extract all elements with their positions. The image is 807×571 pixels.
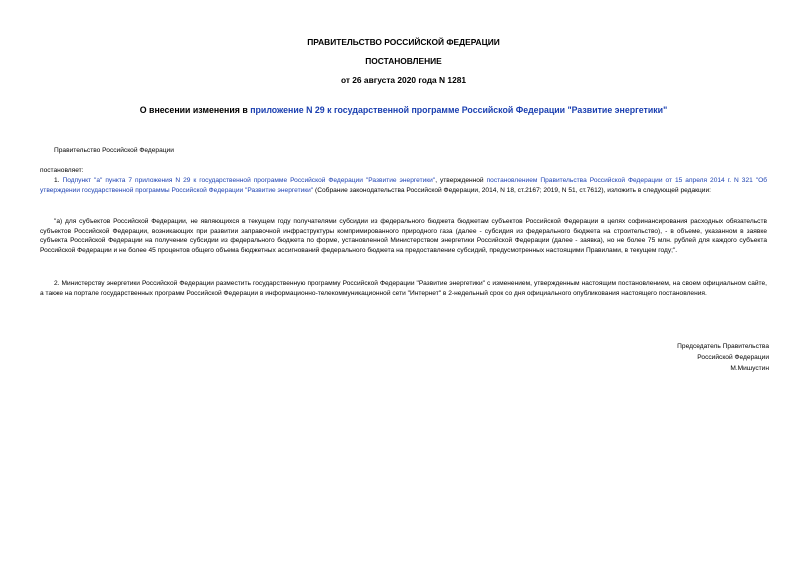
document-date-number: от 26 августа 2020 года N 1281: [340, 75, 467, 85]
paragraph-1-number: 1.: [54, 177, 63, 184]
government-line: Правительство Российской Федерации: [54, 147, 174, 154]
paragraph-1-end: (Собрание законодательства Российской Федерации, 2014, N 18, ст.2167; 2019, N 51, ст.7612), изложить в следующей редакции:: [313, 186, 712, 194]
signature-block: [677, 341, 769, 374]
document-type: ПОСТАНОВЛЕНИЕ: [365, 56, 442, 66]
link-subpoint-a[interactable]: Подпункт "а" пункта 7 приложения N 29 к государственной программе Российской Федерации "Развитие энергетики": [62, 177, 436, 184]
signature-name: М.Мишустин: [730, 365, 769, 372]
signature-org: Российской Федерации: [697, 354, 769, 361]
decides-line: постановляет:: [40, 167, 84, 174]
paragraph-2: 2. Министерству энергетики Российской Федерации разместить государственную программу Российской Федерации "Развитие энергетики" с изменением, утвержденным настоящим постановлением, на своем официальном сайте, а также на портале государственных программ Российской Федерации в информационно-телекоммуникационной сети "Интернет" в 2-недельный срок со дня официального опубликования настоящего постановления.: [40, 280, 767, 297]
paragraph-1-mid: , утвержденной: [435, 177, 487, 184]
signature-position: Председатель Правительства: [677, 343, 769, 350]
link-resolution-321[interactable]: постановлением Правительства Российской Федерации от 15 апреля 2014 г. N 321 "Об утверждении государственной программы Российской Федерации "Развитие энергетики": [40, 177, 767, 194]
paragraph-1: [40, 176, 767, 195]
document-title: [0, 105, 807, 115]
paragraph-a: "а) для субъектов Российской Федерации, не являющихся в текущем году получателями субсидии из федерального бюджета бюджетам субъектов Российской Федерации в целях софинансирования расходных обязательств субъектов Российской Федерации, возникающих при развитии заправочной инфраструктуры компримированного природного газа (далее - субсидия из федерального бюджета на строительство), - в объеме, указанном в заявке субъекта Российской Федерации на получение субсидии из федерального бюджета по форме, установленной Министерством энергетики Российской Федерации (далее - заявка), но не более 75 млн. рублей для каждого субъекта Российской Федерации и не более 45 процентов общего объема бюджетных ассигнований федерального бюджета на предоставление субсидий, предусмотренных настоящими Правилами, в текущем году;".: [40, 218, 767, 254]
document-issuer: ПРАВИТЕЛЬСТВО РОССИЙСКОЙ ФЕДЕРАЦИИ: [307, 37, 500, 47]
title-prefix: О внесении изменения в: [139, 105, 251, 115]
title-link-appendix-29[interactable]: приложение N 29 к государственной программе Российской Федерации "Развитие энергетики": [250, 105, 668, 115]
